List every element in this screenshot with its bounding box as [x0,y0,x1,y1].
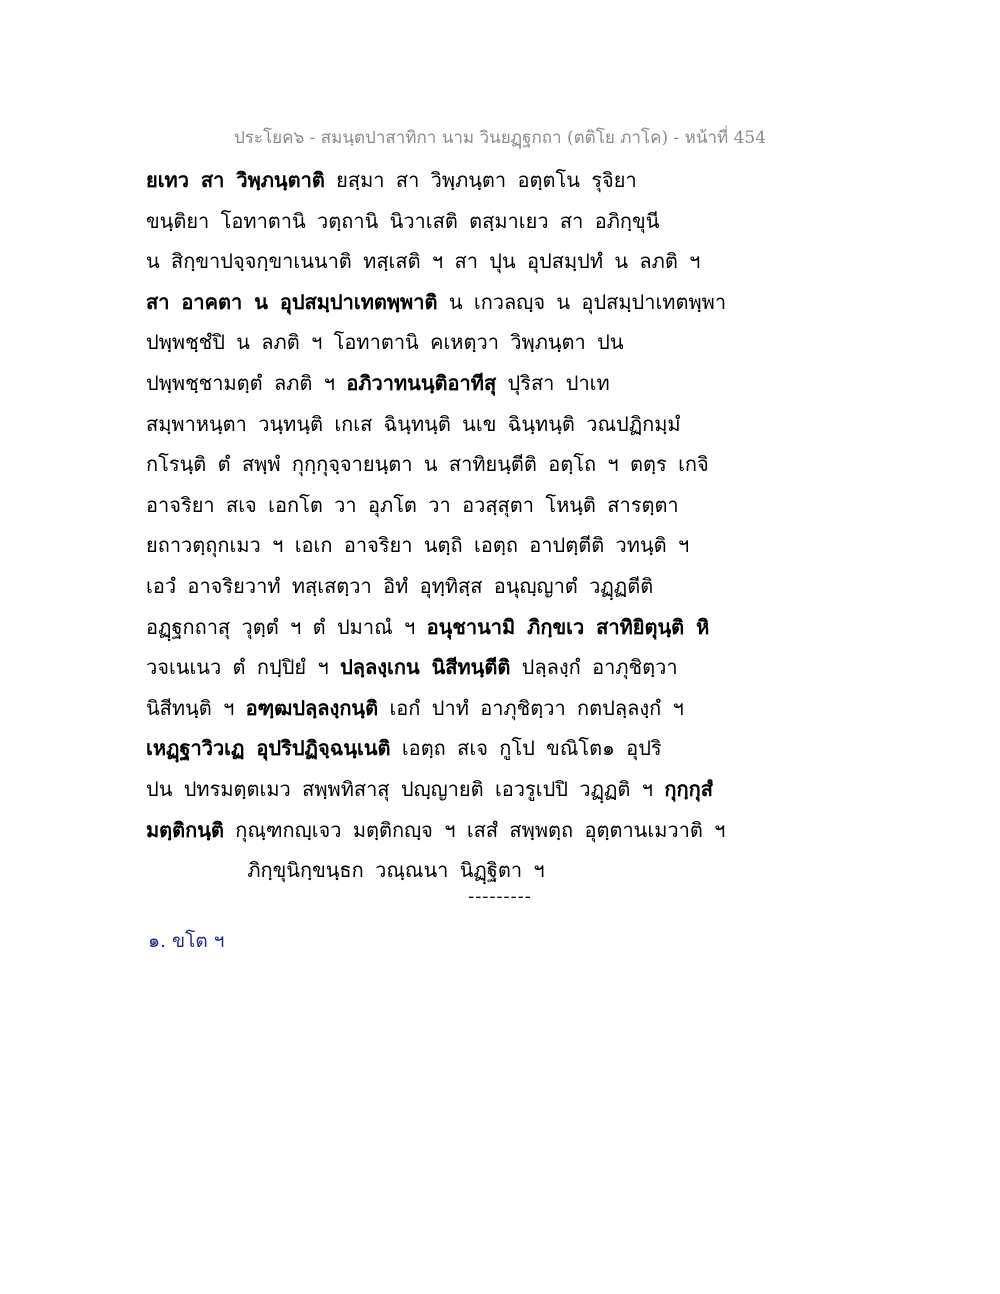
text-segment: สมฺพาหนฺตา วนฺทนฺติ เกเส ฉินฺทนฺติ นเข ฉินฺทนฺติ วณปฏิกมฺมํ [146,411,681,436]
text-line [146,160,706,201]
text-segment: ปลฺลงฺกํ อาภุชิตฺวา [510,655,678,680]
bold-term: อนุชานามิ ภิกฺขเว สาทิยิตุนฺติ หิ [426,614,710,639]
bold-term: กุกฺกุสํ [664,776,713,801]
text-line [146,688,706,729]
text-segment: กุณฺฑกญฺเจว มตฺติกญฺจ ฯ เสสํ สพฺพตฺถ อุตฺตานเมวาติ ฯ [223,817,726,842]
text-segment: น เกวลญฺจ น อุปสมฺปาเทตพฺพา [437,289,727,314]
text-segment: ปน ปทรมตฺตเมว สพฺพทิสาสุ ปญฺญายติ เอวรูเปปิ วฏฺฏติ ฯ [146,776,665,801]
footnote: ๑. ขโต ฯ [148,930,225,952]
page-header: ประโยค๖ - สมนฺตปาสาทิกา นาม วินยฏฺฐกถา (ตติโย ภาโค) - หน้าที่ 454 [233,128,767,148]
text-line [146,282,727,323]
text-segment: อาจริยา สเจ เอกโต วา อุภโต วา อวสฺสุตา โหนฺติ สารตฺตา [146,492,679,517]
text-line [146,647,706,688]
bold-term: อฑฺฒปลฺลงฺกนฺติ [245,695,379,720]
bold-term: ยเทว สา วิพฺภนฺตาติ [146,168,325,192]
bold-term: ปลฺลงฺเกน นิสีทนฺตีติ [340,655,511,680]
text-segment: ยสฺมา สา วิพฺภนฺตา อตฺตโน รุจิยา [324,168,637,192]
text-line [146,322,706,363]
chapter-closing: ภิกฺขุนิกฺขนฺธก วณฺณนา นิฏฺฐิตา ฯ [247,858,545,883]
text-lines [146,160,727,850]
bold-term: สา อาคตา น อุปสมฺปาเทตพฺพาติ [146,289,438,314]
text-line [146,607,710,648]
text-segment: น สิกฺขาปจฺจกฺขาเนนาติ ทสฺเสติ ฯ สา ปุน อุปสมฺปทํ น ลภติ ฯ [146,249,701,274]
text-line [146,769,713,810]
bold-term: อภิวาทนนฺติอาทีสุ [346,370,497,395]
bold-term: มตฺติกนฺติ [146,817,224,842]
text-segment: อฏฺฐกถาสุ วุตฺตํ ฯ ตํ ปมาณํ ฯ [146,614,427,639]
separator-rule: --------- [468,886,532,907]
text-segment: กโรนฺติ ตํ สพฺพํ กุกฺกุจฺจายนฺตา น สาทิยนฺตีติ อตฺโถ ฯ ตตฺร เกจิ [146,452,709,477]
text-line [146,201,706,242]
bold-term: เหฏฺฐาวิวเฏ อุปริปฏิจฺฉนฺเนติ [146,736,391,761]
text-segment: วจเนเนว ตํ กปฺปิยํ ฯ [146,655,341,680]
text-segment: นิสีทนฺติ ฯ [146,695,246,720]
text-line [146,444,709,485]
text-segment: ปพฺพชฺชามตฺตํ ลภติ ฯ [146,370,347,395]
text-segment: ปุริสา ปาเท [496,370,610,395]
text-segment: เอตฺถ สเจ กูโป ขณิโต๑ อุปริ [390,736,662,761]
text-line [146,404,706,445]
text-segment: เอกํ ปาทํ อาภุชิตฺวา กตปลฺลงฺกํ ฯ [378,695,684,720]
text-line [146,241,706,282]
text-line [146,810,726,851]
text-segment: ยถาวตฺถุกเมว ฯ เอเก อาจริยา นตฺถิ เอตฺถ อาปตฺตีติ วทนฺติ ฯ [146,533,690,558]
text-segment: ปพฺพชฺชํปิ น ลภติ ฯ โอทาตานิ คเหตฺวา วิพฺภนฺตา ปน [146,330,624,355]
text-line [146,525,706,566]
text-line [146,485,706,526]
text-line [146,728,706,769]
text-line [146,566,706,607]
text-segment: ขนฺติยา โอทาตานิ วตฺถานิ นิวาเสติ ตสฺมาเยว สา อภิกฺขุนี [146,208,660,233]
text-segment: เอวํ อาจริยวาทํ ทสฺเสตฺวา อิทํ อุทฺทิสฺส อนุญฺญาตํ วฏฺฏตีติ [146,573,654,598]
body-text [146,160,727,891]
text-line [146,363,706,404]
